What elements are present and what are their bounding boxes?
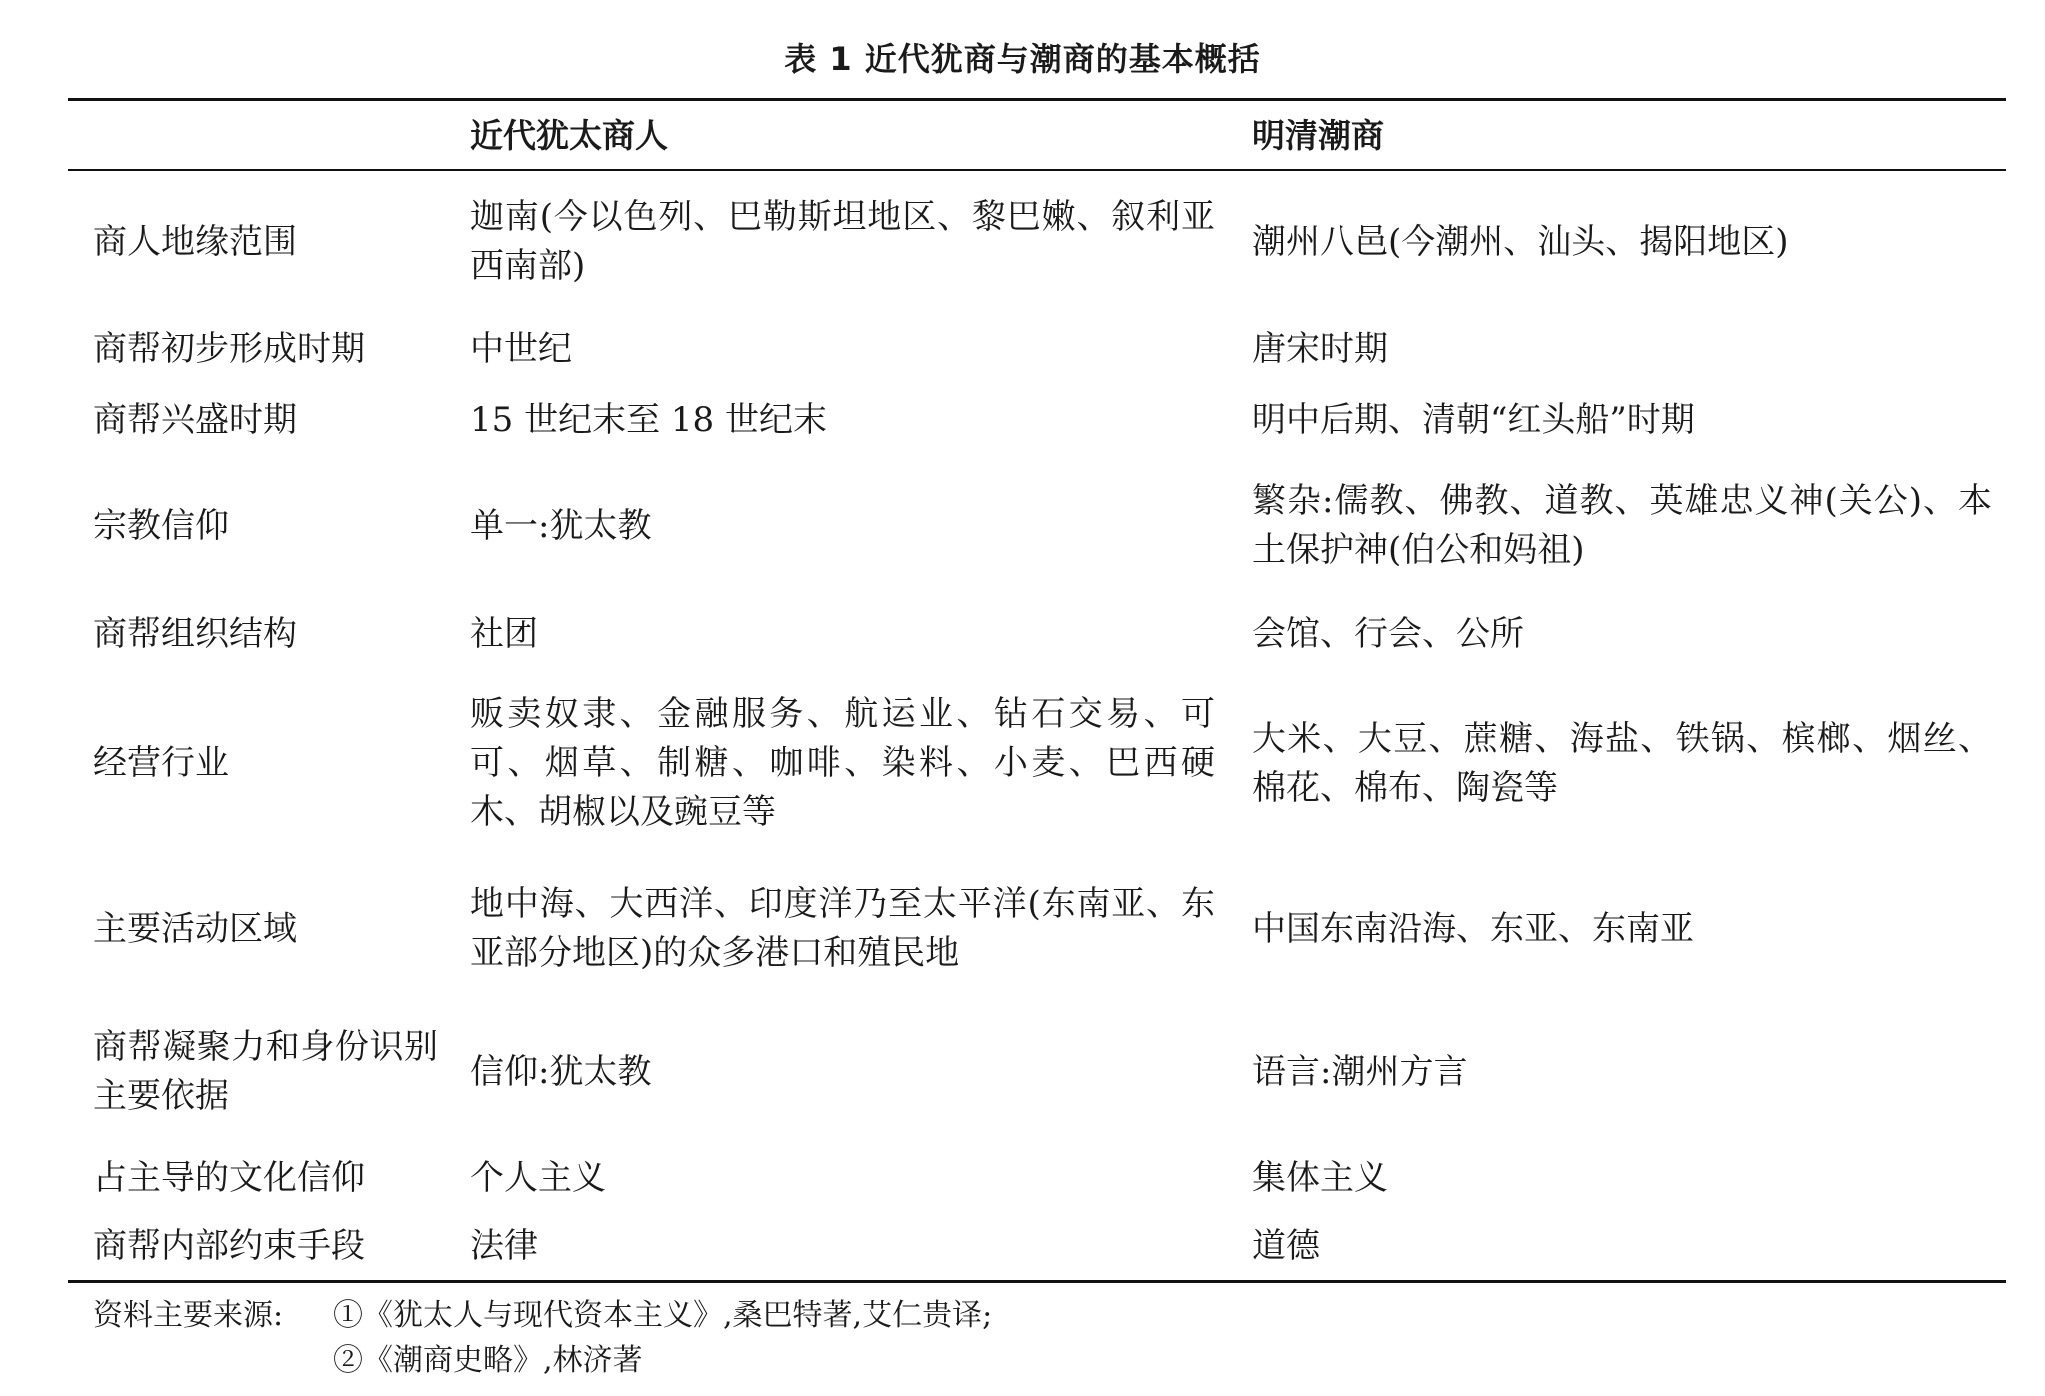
cell-chaoshan-dominant-culture: 集体主义 [1252, 1158, 1388, 1198]
cell-jewish-internal-constraints: 法律 [470, 1226, 538, 1266]
cell-jewish-industries: 贩卖奴隶、金融服务、航运业、钻石交易、可可、烟草、制糖、咖啡、染料、小麦、巴西硬木、胡椒以及豌豆等 [470, 694, 1215, 832]
cell-jewish-geography: 迦南(今以色列、巴勒斯坦地区、黎巴嫩、叙利亚西南部) [470, 197, 1215, 286]
row-label-organization: 商帮组织结构 [93, 614, 297, 654]
row-label-geography: 商人地缘范围 [93, 221, 297, 262]
header-empty-cell [93, 110, 438, 160]
row-label-industries: 经营行业 [93, 743, 229, 783]
table-bottom-rule [68, 1280, 2006, 1283]
cell-chaoshan-geography: 潮州八邑(今潮州、汕头、揭阳地区) [1252, 221, 1789, 262]
cell-chaoshan-prosperity-period: 明中后期、清朝“红头船”时期 [1252, 400, 1695, 440]
cell-chaoshan-organization: 会馆、行会、公所 [1252, 614, 1524, 654]
cell-jewish-religion: 单一:犹太教 [470, 505, 652, 546]
cell-jewish-organization: 社团 [470, 614, 538, 654]
cell-jewish-dominant-culture: 个人主义 [470, 1158, 606, 1198]
table-top-rule [68, 98, 2006, 101]
cell-jewish-cohesion-basis: 信仰:犹太教 [470, 1051, 652, 1092]
table-header-rule [68, 169, 2006, 171]
cell-chaoshan-internal-constraints: 道德 [1252, 1226, 1320, 1266]
row-label-prosperity-period: 商帮兴盛时期 [93, 400, 297, 440]
row-label-formation-period: 商帮初步形成时期 [93, 329, 365, 369]
row-label-dominant-culture: 占主导的文化信仰 [93, 1158, 365, 1198]
header-chaozhou-merchants: 明清潮商 [1252, 115, 1384, 155]
source-label: 资料主要来源: [93, 1298, 284, 1333]
row-label-internal-constraints: 商帮内部约束手段 [93, 1226, 365, 1266]
cell-jewish-activity-region: 地中海、大西洋、印度洋乃至太平洋(东南亚、东亚部分地区)的众多港口和殖民地 [470, 884, 1215, 973]
cell-chaoshan-formation-period: 唐宋时期 [1252, 329, 1388, 369]
row-label-activity-region: 主要活动区域 [93, 908, 297, 949]
cell-chaoshan-cohesion-basis: 语言:潮州方言 [1252, 1051, 1468, 1092]
table-title: 表 1 近代犹商与潮商的基本概括 [784, 40, 1261, 78]
row-label-cohesion-basis: 商帮凝聚力和身份识别主要依据 [93, 1027, 438, 1116]
cell-jewish-prosperity-period: 15 世纪末至 18 世纪末 [470, 400, 827, 440]
row-label-religion: 宗教信仰 [93, 505, 229, 546]
cell-chaoshan-activity-region: 中国东南沿海、东亚、东南亚 [1252, 908, 1694, 949]
header-jewish-merchants: 近代犹太商人 [470, 115, 668, 155]
source-line-1: ①《犹太人与现代资本主义》,桑巴特著,艾仁贵译; [333, 1298, 993, 1333]
cell-jewish-formation-period: 中世纪 [470, 329, 572, 369]
source-line-2: ②《潮商史略》,林济著 [333, 1343, 643, 1378]
cell-chaoshan-industries: 大米、大豆、蔗糖、海盐、铁锅、槟榔、烟丝、棉花、棉布、陶瓷等 [1252, 718, 1992, 808]
cell-chaoshan-religion: 繁杂:儒教、佛教、道教、英雄忠义神(关公)、本土保护神(伯公和妈祖) [1252, 481, 1992, 570]
